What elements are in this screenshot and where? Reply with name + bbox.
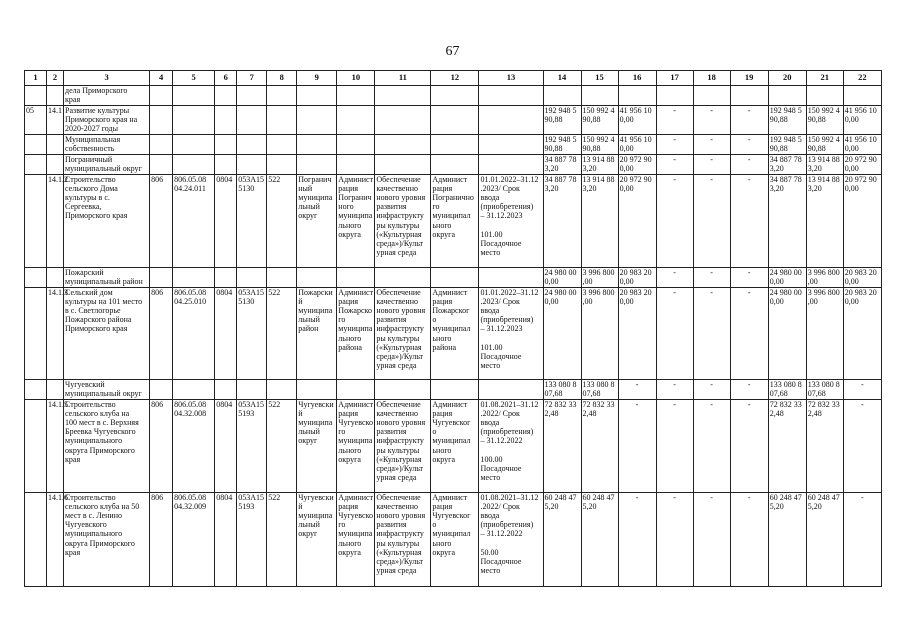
table-cell <box>47 134 64 154</box>
table-cell <box>297 267 337 287</box>
table-cell <box>215 379 237 399</box>
table-cell: Строительство сельского клуба на 50 мест в с. Ленино Чугуевского муниципального округа Приморского края <box>64 492 150 586</box>
table-cell: 34 887 78 3,20 <box>543 174 581 267</box>
table-cell: 01.08.2021–31.12 .2022/ Срок ввода (приобретения) – 31.12.2022 100.00 Посадочное место <box>479 399 543 492</box>
table-cell: 522 <box>267 287 297 379</box>
table-cell: 72 832 33 2,48 <box>581 399 618 492</box>
table-cell: 806.05.08 04.32.008 <box>173 399 215 492</box>
table-cell: 053A15 5193 <box>237 399 267 492</box>
table-cell <box>479 86 543 106</box>
table-cell: 806 <box>150 287 173 379</box>
table-cell: 20 983 20 0,00 <box>618 267 656 287</box>
table-cell: 13 914 88 3,20 <box>806 174 843 267</box>
table-cell: 20 972 90 0,00 <box>618 174 656 267</box>
table-cell: 0804 <box>215 399 237 492</box>
table-cell: 806 <box>150 492 173 586</box>
table-cell <box>479 106 543 135</box>
table-cell <box>215 267 237 287</box>
table-cell: - <box>656 106 693 135</box>
table-cell: Чугуевски й муниципа льный округ <box>297 492 337 586</box>
table-cell: - <box>730 134 768 154</box>
table-cell: 522 <box>267 492 297 586</box>
table-cell: Пожарский муниципальный район <box>64 267 150 287</box>
table-cell <box>47 379 64 399</box>
table-cell: 3 996 800 ,00 <box>806 267 843 287</box>
table-cell <box>297 134 337 154</box>
table-cell: 01.08.2021–31.12 .2022/ Срок ввода (приобретения) – 31.12.2022 50.00 Посадочное место <box>479 492 543 586</box>
table-cell <box>25 492 47 586</box>
table-cell <box>237 154 267 174</box>
table-cell <box>47 267 64 287</box>
table-cell: 806.05.08 04.25.010 <box>173 287 215 379</box>
column-header: 4 <box>150 71 173 86</box>
table-cell: 192 948 5 90,88 <box>543 106 581 135</box>
table-cell <box>730 86 768 106</box>
table-body <box>25 86 882 587</box>
table-cell <box>375 379 431 399</box>
table-cell: 01.01.2022–31.12 .2023/ Срок ввода (приобретения) – 31.12.2023 101.00 Посадочное место <box>479 287 543 379</box>
column-header: 8 <box>267 71 297 86</box>
table-cell: 053A15 5193 <box>237 492 267 586</box>
table-cell <box>173 154 215 174</box>
table-cell <box>237 134 267 154</box>
table-cell <box>267 154 297 174</box>
table-cell: Админист рация Пожарског о муниципал ьного района <box>431 287 479 379</box>
table-cell: Развитие культуры Приморского края на 2020-2027 годы <box>64 106 150 135</box>
table-cell: 053A15 5130 <box>237 287 267 379</box>
table-cell <box>25 154 47 174</box>
table-cell <box>237 267 267 287</box>
table-cell <box>375 86 431 106</box>
table-cell <box>337 86 375 106</box>
column-header: 20 <box>768 71 806 86</box>
table-cell: 192 948 5 90,88 <box>768 106 806 135</box>
table-cell: 192 948 5 90,88 <box>543 134 581 154</box>
table-cell: 20 983 20 0,00 <box>843 267 881 287</box>
table-cell: Чугуевски й муниципа льный округ <box>297 399 337 492</box>
table-cell: 133 080 8 07,68 <box>768 379 806 399</box>
table-cell: 60 248 47 5,20 <box>806 492 843 586</box>
table-cell: 133 080 8 07,68 <box>543 379 581 399</box>
table-cell <box>375 267 431 287</box>
table-cell: 20 972 90 0,00 <box>618 154 656 174</box>
table-cell: 3 996 800 ,00 <box>806 287 843 379</box>
table-cell <box>25 379 47 399</box>
table-cell: 20 983 20 0,00 <box>618 287 656 379</box>
table-cell: - <box>656 267 693 287</box>
table-row <box>25 106 882 135</box>
table-cell <box>581 86 618 106</box>
table-cell: - <box>618 399 656 492</box>
table-cell: - <box>693 287 730 379</box>
table-row <box>25 399 882 492</box>
table-cell <box>173 267 215 287</box>
table-row <box>25 379 882 399</box>
table-cell: Обеспечение качественно нового уровня развития инфраструкту ры культуры («Культурная среда»)/Культ урная среда <box>375 174 431 267</box>
table-cell: Пограничный муниципальный округ <box>64 154 150 174</box>
column-header: 2 <box>47 71 64 86</box>
table-cell: 34 887 78 3,20 <box>768 174 806 267</box>
table-cell <box>693 86 730 106</box>
table-cell <box>431 267 479 287</box>
table-cell <box>267 267 297 287</box>
table-cell <box>215 106 237 135</box>
table-cell: 133 080 8 07,68 <box>806 379 843 399</box>
table-cell: 14.1.3 <box>47 287 64 379</box>
table-cell: 60 248 47 5,20 <box>581 492 618 586</box>
table-cell <box>237 86 267 106</box>
table-cell <box>337 267 375 287</box>
table-cell: Обеспечение качественно нового уровня развития инфраструкту ры культуры («Культурная среда»)/Культ урная среда <box>375 399 431 492</box>
table-cell: 41 956 10 0,00 <box>618 134 656 154</box>
table-cell: - <box>730 287 768 379</box>
column-header: 21 <box>806 71 843 86</box>
table-cell <box>431 106 479 135</box>
column-header: 11 <box>375 71 431 86</box>
table-cell <box>215 134 237 154</box>
table-cell: 13 914 88 3,20 <box>806 154 843 174</box>
table-cell: - <box>656 174 693 267</box>
table-cell <box>375 106 431 135</box>
table-cell <box>25 267 47 287</box>
table-cell <box>337 134 375 154</box>
table-cell <box>375 154 431 174</box>
table-cell: 3 996 800 ,00 <box>581 287 618 379</box>
table-cell: 20 972 90 0,00 <box>843 154 881 174</box>
table-cell: - <box>730 267 768 287</box>
page-number: 67 <box>445 44 460 59</box>
column-header: 10 <box>337 71 375 86</box>
table-cell: 05 <box>25 106 47 135</box>
table-cell <box>431 379 479 399</box>
table-cell: - <box>656 379 693 399</box>
budget-table <box>24 70 882 587</box>
table-cell: Сельский дом культуры на 101 место в с. Светлогорье Пожарского района Приморского края <box>64 287 150 379</box>
table-cell <box>618 86 656 106</box>
table-cell: 34 887 78 3,20 <box>543 154 581 174</box>
table-cell: 34 887 78 3,20 <box>768 154 806 174</box>
table-cell: 72 832 33 2,48 <box>768 399 806 492</box>
table-cell: Обеспечение качественно нового уровня развития инфраструкту ры культуры («Культурная среда»)/Культ урная среда <box>375 492 431 586</box>
table-cell: - <box>693 106 730 135</box>
header-row <box>25 71 882 86</box>
column-header: 6 <box>215 71 237 86</box>
column-header: 9 <box>297 71 337 86</box>
table-cell: Админист рация Погранич ного муниципа льного округа <box>337 174 375 267</box>
table-cell <box>173 379 215 399</box>
table-cell: Погранич ный муниципа льный округ <box>297 174 337 267</box>
table-cell: - <box>656 154 693 174</box>
table-cell <box>337 379 375 399</box>
table-cell <box>297 86 337 106</box>
column-header: 5 <box>173 71 215 86</box>
table-cell: 01.01.2022–31.12 .2023/ Срок ввода (приобретения) – 31.12.2023 101.00 Посадочное место <box>479 174 543 267</box>
column-header: 22 <box>843 71 881 86</box>
table-row <box>25 174 882 267</box>
table-cell: Пожарски й муниципа льный район <box>297 287 337 379</box>
table-cell: Админист рация Чугуевско го муниципа льного округа <box>337 492 375 586</box>
table-cell <box>297 154 337 174</box>
table-cell <box>150 106 173 135</box>
table-cell: 150 992 4 90,88 <box>581 134 618 154</box>
table-cell: - <box>693 492 730 586</box>
table-cell: - <box>618 379 656 399</box>
table-cell: Админист рация Чугуевско го муниципа льного округа <box>337 399 375 492</box>
column-header: 3 <box>64 71 150 86</box>
table-cell: 60 248 47 5,20 <box>543 492 581 586</box>
table-cell: 806 <box>150 399 173 492</box>
column-header: 12 <box>431 71 479 86</box>
table-cell: 522 <box>267 399 297 492</box>
table-cell: - <box>843 399 881 492</box>
table-cell: 41 956 10 0,00 <box>843 134 881 154</box>
table-cell <box>267 379 297 399</box>
table-cell <box>25 399 47 492</box>
table-cell <box>237 379 267 399</box>
table-cell: - <box>693 174 730 267</box>
table-row <box>25 492 882 586</box>
table-cell: 522 <box>267 174 297 267</box>
table-cell: - <box>693 134 730 154</box>
table-cell <box>47 154 64 174</box>
table-cell <box>173 106 215 135</box>
column-header: 18 <box>693 71 730 86</box>
table-cell: 13 914 88 3,20 <box>581 174 618 267</box>
table-cell: Админист рация Погранично го муниципал ьного округа <box>431 174 479 267</box>
table-row <box>25 287 882 379</box>
table-cell: - <box>693 154 730 174</box>
table-cell <box>215 154 237 174</box>
column-header: 7 <box>237 71 267 86</box>
table-cell: 806 <box>150 174 173 267</box>
table-cell: 14.1.2 <box>47 174 64 267</box>
table-cell: - <box>656 399 693 492</box>
table-cell: Админист рация Пожарско го муниципа льного района <box>337 287 375 379</box>
table-cell <box>267 134 297 154</box>
table-cell: 3 996 800 ,00 <box>581 267 618 287</box>
table-cell <box>25 86 47 106</box>
table-cell: - <box>730 106 768 135</box>
table-cell <box>297 379 337 399</box>
table-cell <box>656 86 693 106</box>
table-cell: 60 248 47 5,20 <box>768 492 806 586</box>
table-cell <box>337 106 375 135</box>
table-cell <box>47 86 64 106</box>
table-cell <box>173 86 215 106</box>
table-cell <box>806 86 843 106</box>
table-cell: - <box>656 492 693 586</box>
table-cell <box>150 267 173 287</box>
table-row <box>25 154 882 174</box>
table-cell: - <box>843 379 881 399</box>
table-cell: 150 992 4 90,88 <box>806 134 843 154</box>
table-cell <box>173 134 215 154</box>
column-header: 15 <box>581 71 618 86</box>
table-cell: 150 992 4 90,88 <box>581 106 618 135</box>
table-cell: 0804 <box>215 492 237 586</box>
table-cell: 806.05.08 04.24.011 <box>173 174 215 267</box>
table-cell: 24 980 00 0,00 <box>543 287 581 379</box>
table-cell <box>479 267 543 287</box>
table-cell: 13 914 88 3,20 <box>581 154 618 174</box>
table-row <box>25 134 882 154</box>
column-header: 16 <box>618 71 656 86</box>
table-cell: Строительство сельского Дома культуры в с. Сергеевка, Приморского края <box>64 174 150 267</box>
table-cell: - <box>656 287 693 379</box>
table-cell: 192 948 5 90,88 <box>768 134 806 154</box>
table-cell: - <box>730 492 768 586</box>
table-cell <box>25 174 47 267</box>
table-cell <box>25 287 47 379</box>
table-cell <box>267 106 297 135</box>
table-cell: 14.1 <box>47 106 64 135</box>
table-cell <box>431 154 479 174</box>
table-cell <box>479 134 543 154</box>
table-cell: дела Приморского края <box>64 86 150 106</box>
table-cell: Строительство сельского клуба на 100 мест в с. Верхняя Бреевка Чугуевского муниципального округа Приморского края <box>64 399 150 492</box>
table-cell <box>431 86 479 106</box>
table-cell <box>215 86 237 106</box>
table-cell: 0804 <box>215 287 237 379</box>
table-cell: 053A15 5130 <box>237 174 267 267</box>
table-cell: Чугуевский муниципальный округ <box>64 379 150 399</box>
table-row <box>25 267 882 287</box>
table-cell <box>337 154 375 174</box>
table-cell: Админист рация Чугуевског о муниципал ьного округа <box>431 399 479 492</box>
table-cell <box>150 86 173 106</box>
table-cell: 14.1.5 <box>47 399 64 492</box>
table-cell <box>768 86 806 106</box>
table-cell: 24 980 00 0,00 <box>543 267 581 287</box>
table-row <box>25 86 882 106</box>
table-cell: - <box>730 379 768 399</box>
table-cell: 806.05.08 04.32.009 <box>173 492 215 586</box>
table-cell <box>237 106 267 135</box>
table-cell: Админист рация Чугуевског о муниципал ьного округа <box>431 492 479 586</box>
table-cell: 150 992 4 90,88 <box>806 106 843 135</box>
table-cell: 72 832 33 2,48 <box>806 399 843 492</box>
table-cell: - <box>843 492 881 586</box>
table-cell <box>150 379 173 399</box>
table-cell: Муниципальная собственность <box>64 134 150 154</box>
table-cell <box>431 134 479 154</box>
table-cell: - <box>730 154 768 174</box>
table-cell <box>150 134 173 154</box>
table-cell: 41 956 10 0,00 <box>843 106 881 135</box>
table-cell <box>543 86 581 106</box>
table-cell: - <box>730 174 768 267</box>
column-header: 19 <box>730 71 768 86</box>
table-cell: - <box>618 492 656 586</box>
column-header: 17 <box>656 71 693 86</box>
table-cell: 14.1.6 <box>47 492 64 586</box>
table-cell: - <box>656 134 693 154</box>
table-cell: - <box>693 379 730 399</box>
table-cell: 20 972 90 0,00 <box>843 174 881 267</box>
table-cell: - <box>730 399 768 492</box>
table-cell: - <box>693 399 730 492</box>
table-cell: - <box>693 267 730 287</box>
table-cell <box>297 106 337 135</box>
table-cell: 20 983 20 0,00 <box>843 287 881 379</box>
column-header: 13 <box>479 71 543 86</box>
table-cell <box>25 134 47 154</box>
table-cell <box>843 86 881 106</box>
table-cell: 41 956 10 0,00 <box>618 106 656 135</box>
table-cell: 72 832 33 2,48 <box>543 399 581 492</box>
table-cell: Обеспечение качественно нового уровня развития инфраструкту ры культуры («Культурная среда»)/Культ урная среда <box>375 287 431 379</box>
table-cell: 133 080 8 07,68 <box>581 379 618 399</box>
table-cell: 24 980 00 0,00 <box>768 267 806 287</box>
table-cell: 24 980 00 0,00 <box>768 287 806 379</box>
column-header: 1 <box>25 71 47 86</box>
table-cell <box>150 154 173 174</box>
table-cell <box>375 134 431 154</box>
column-header: 14 <box>543 71 581 86</box>
table-cell: 0804 <box>215 174 237 267</box>
table-cell <box>479 379 543 399</box>
table-cell <box>267 86 297 106</box>
table-cell <box>479 154 543 174</box>
